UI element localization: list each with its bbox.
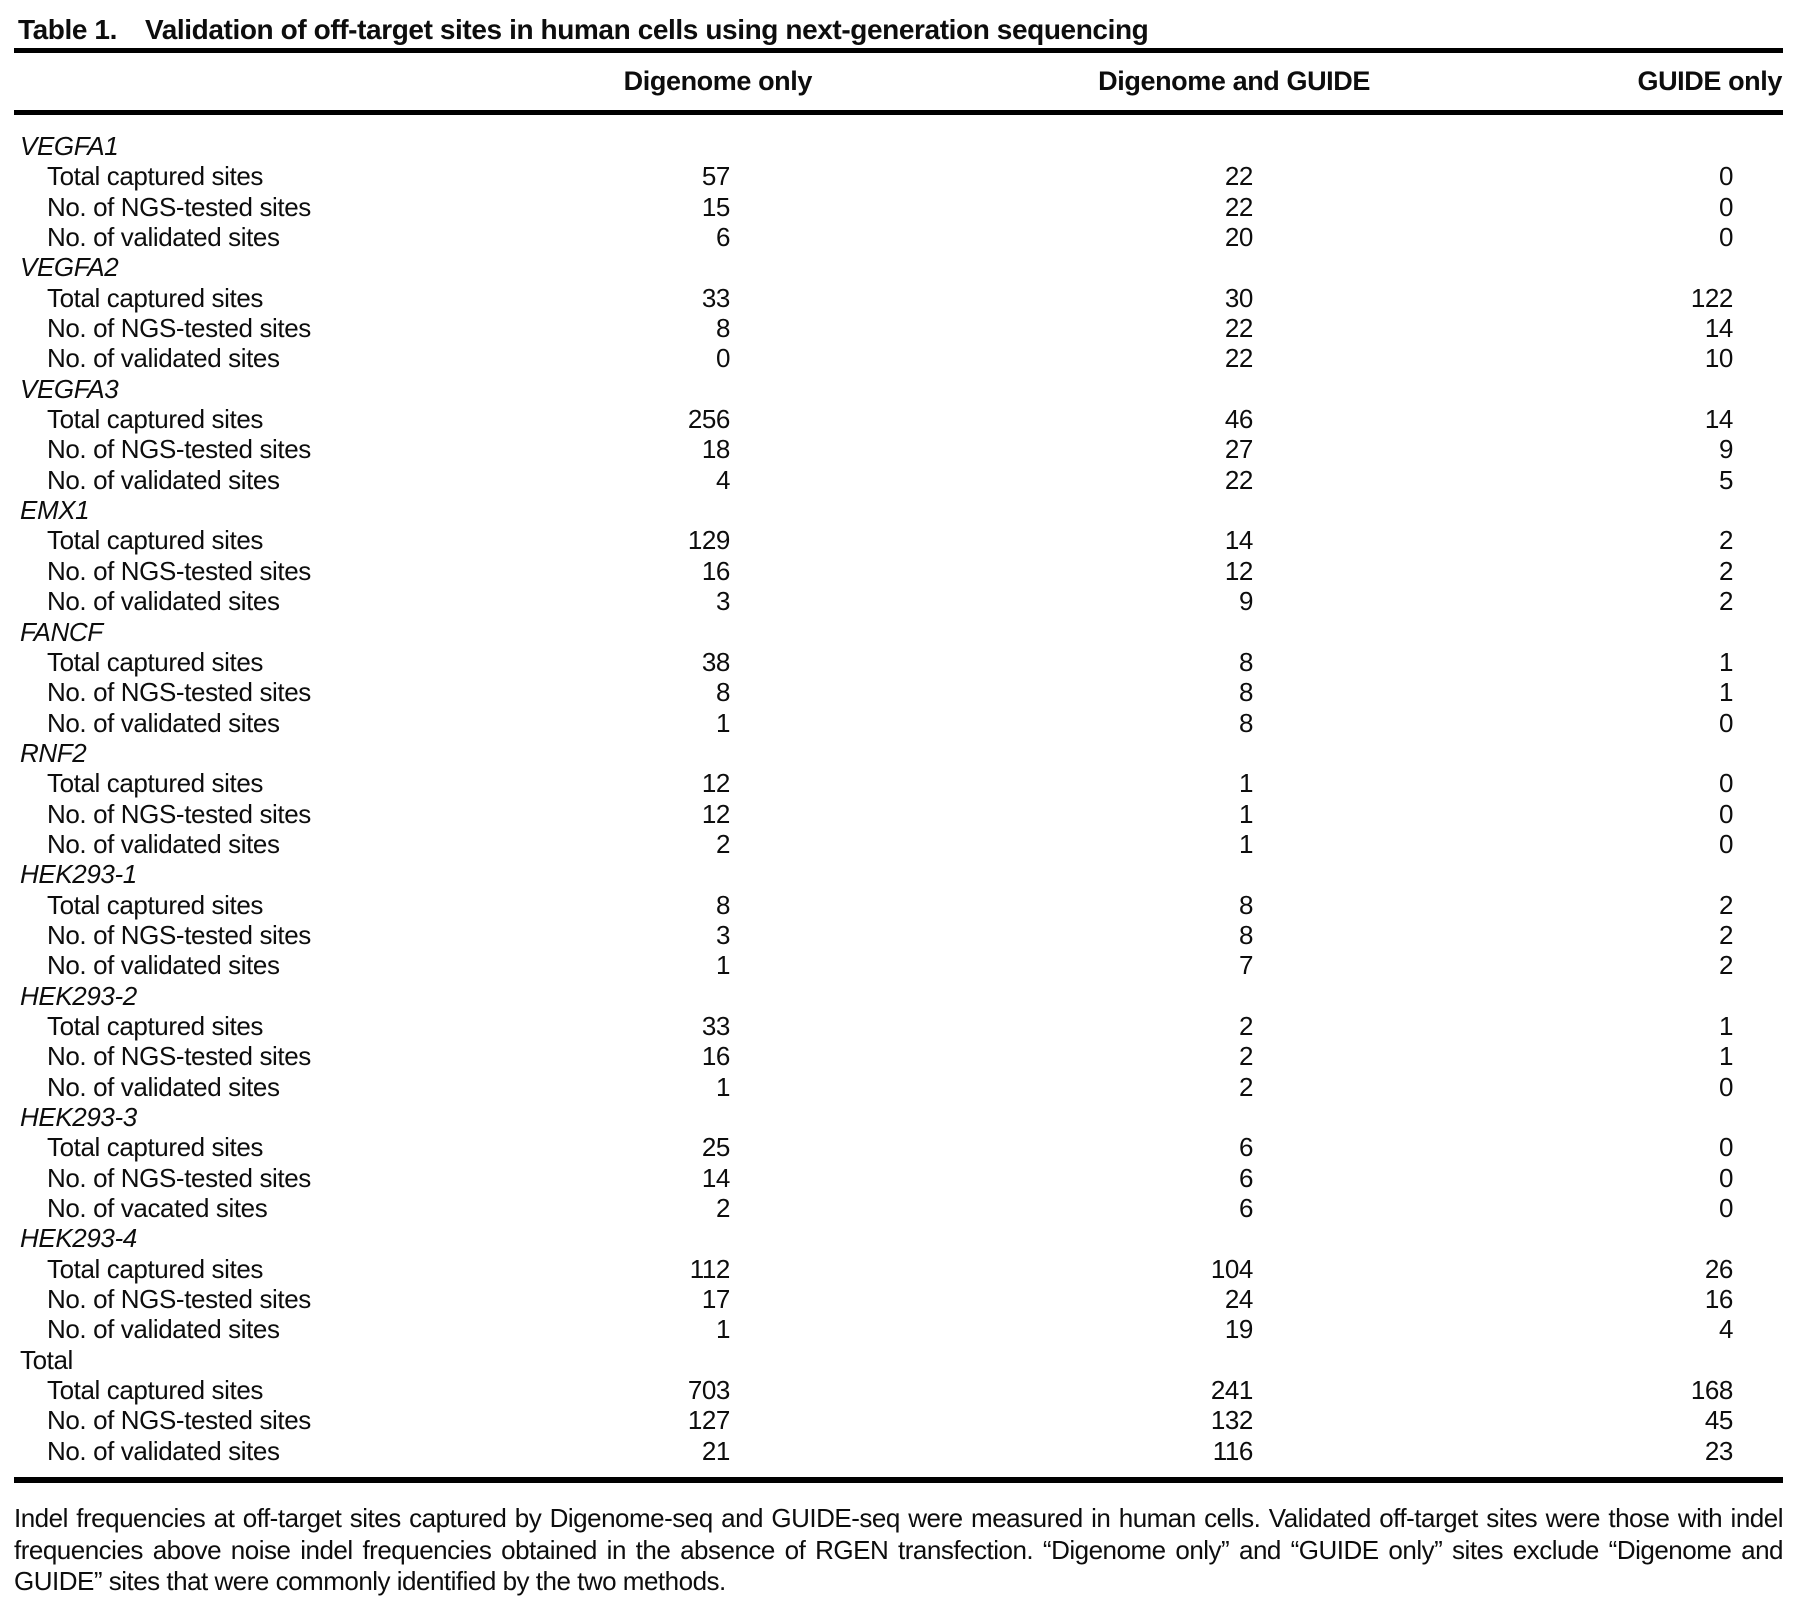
value-digenome-only: 3 (715, 586, 730, 617)
row-label: Total captured sites (47, 1375, 264, 1406)
value-digenome-and-guide: 2 (1238, 1010, 1253, 1041)
table-footnote: Indel frequencies at off-target sites captured by Digenome-seq and GUIDE-seq were measured in human cells. Validated off-target sites were those with indel frequencies above noise indel frequencies obtained in the absence of RGEN transfection. “Digenome only” and “GUIDE only” sites exclude “Digenome and GUIDE” sites that were commonly identified by the two methods. (14, 1503, 1783, 1596)
value-digenome-and-guide: 14 (1224, 525, 1253, 556)
value-guide-only: 0 (1718, 1193, 1733, 1224)
table-row (14, 404, 1783, 434)
row-label: Total captured sites (47, 1253, 264, 1284)
table-row (14, 1284, 1783, 1314)
value-digenome-only: 4 (715, 464, 730, 495)
row-label: No. of validated sites (47, 586, 280, 617)
value-digenome-only: 1 (715, 707, 730, 738)
data-table (14, 48, 1783, 1483)
row-label: No. of validated sites (47, 828, 280, 859)
section-row (14, 1102, 1783, 1132)
value-digenome-only: 17 (701, 1284, 730, 1315)
table-row (14, 192, 1783, 222)
section-name: HEK293-3 (20, 1102, 137, 1132)
row-label: Total captured sites (47, 525, 264, 556)
value-digenome-only: 2 (715, 828, 730, 859)
row-label: No. of validated sites (47, 1435, 280, 1466)
section-row (14, 1223, 1783, 1253)
row-label: No. of NGS-tested sites (47, 1162, 311, 1193)
row-label: Total captured sites (47, 1132, 264, 1163)
section-row (14, 495, 1783, 525)
row-label: No. of validated sites (47, 222, 280, 253)
table-row (14, 525, 1783, 555)
value-digenome-only: 2 (715, 1193, 730, 1224)
table-row (14, 556, 1783, 586)
section-row (14, 131, 1783, 161)
value-guide-only: 2 (1718, 950, 1733, 981)
value-digenome-and-guide: 22 (1224, 343, 1253, 374)
row-label: Total captured sites (47, 161, 264, 192)
table-row (14, 1011, 1783, 1041)
table-title (18, 14, 1148, 46)
value-digenome-and-guide: 27 (1224, 434, 1253, 465)
header-digenome-and-guide: Digenome and GUIDE (1098, 66, 1370, 96)
section-name: RNF2 (20, 737, 87, 768)
table-row (14, 313, 1783, 343)
value-digenome-only: 12 (701, 768, 730, 799)
value-digenome-and-guide: 116 (1212, 1435, 1253, 1466)
section-row (14, 859, 1783, 889)
value-digenome-only: 703 (687, 1375, 730, 1406)
value-digenome-and-guide: 6 (1238, 1132, 1253, 1163)
section-name: HEK293-2 (20, 980, 137, 1011)
value-digenome-only: 256 (687, 404, 730, 435)
value-guide-only: 26 (1704, 1253, 1733, 1284)
section-row (14, 617, 1783, 647)
section-name: Total (20, 1344, 73, 1375)
value-digenome-only: 25 (701, 1132, 730, 1163)
table-row (14, 708, 1783, 738)
value-digenome-only: 112 (689, 1253, 730, 1284)
value-guide-only: 0 (1718, 161, 1733, 192)
section-name: HEK293-1 (20, 859, 137, 890)
value-digenome-and-guide: 6 (1238, 1193, 1253, 1224)
value-guide-only: 0 (1718, 191, 1733, 222)
value-digenome-and-guide: 1 (1238, 798, 1253, 829)
value-digenome-only: 129 (687, 525, 730, 556)
row-label: Total captured sites (47, 282, 264, 313)
value-guide-only: 9 (1718, 434, 1733, 465)
value-digenome-only: 16 (701, 1041, 730, 1072)
value-guide-only: 45 (1704, 1405, 1733, 1436)
value-digenome-and-guide: 1 (1238, 828, 1253, 859)
table-row (14, 1314, 1783, 1344)
value-guide-only: 0 (1718, 707, 1733, 738)
value-digenome-and-guide: 19 (1224, 1314, 1253, 1345)
row-label: No. of NGS-tested sites (47, 798, 311, 829)
value-digenome-only: 57 (701, 161, 730, 192)
row-label: No. of NGS-tested sites (47, 919, 311, 950)
value-guide-only: 2 (1718, 555, 1733, 586)
section-row (14, 981, 1783, 1011)
value-guide-only: 0 (1718, 1132, 1733, 1163)
value-digenome-and-guide: 8 (1238, 646, 1253, 677)
table-row (14, 829, 1783, 859)
table-row (14, 1375, 1783, 1405)
table-row (14, 890, 1783, 920)
section-name: VEGFA1 (20, 131, 119, 161)
table-row (14, 343, 1783, 373)
value-digenome-only: 33 (701, 1010, 730, 1041)
value-digenome-and-guide: 30 (1224, 282, 1253, 313)
table-row (14, 1405, 1783, 1435)
table-row (14, 465, 1783, 495)
section-name: VEGFA3 (20, 373, 119, 404)
value-guide-only: 4 (1718, 1314, 1733, 1345)
value-digenome-and-guide: 22 (1224, 161, 1253, 192)
row-label: No. of NGS-tested sites (47, 677, 311, 708)
table-row (14, 1436, 1783, 1466)
value-digenome-and-guide: 20 (1224, 222, 1253, 253)
row-label: Total captured sites (47, 768, 264, 799)
value-digenome-only: 1 (715, 1071, 730, 1102)
value-digenome-only: 1 (715, 1314, 730, 1345)
value-digenome-only: 38 (701, 646, 730, 677)
value-digenome-only: 8 (715, 889, 730, 920)
value-guide-only: 0 (1718, 222, 1733, 253)
row-label: No. of NGS-tested sites (47, 1041, 311, 1072)
value-digenome-only: 15 (701, 191, 730, 222)
section-name: FANCF (20, 616, 103, 647)
row-label: No. of validated sites (47, 1071, 280, 1102)
table-row (14, 1072, 1783, 1102)
value-guide-only: 1 (1718, 677, 1733, 708)
table-row (14, 647, 1783, 677)
value-digenome-and-guide: 104 (1210, 1253, 1253, 1284)
table-row (14, 950, 1783, 980)
value-digenome-and-guide: 22 (1224, 313, 1253, 344)
value-digenome-and-guide: 22 (1224, 191, 1253, 222)
value-digenome-and-guide: 46 (1224, 404, 1253, 435)
row-label: No. of NGS-tested sites (47, 555, 311, 586)
value-digenome-and-guide: 6 (1238, 1162, 1253, 1193)
value-digenome-and-guide: 8 (1238, 889, 1253, 920)
table-row (14, 768, 1783, 798)
table-row (14, 677, 1783, 707)
value-guide-only: 2 (1718, 889, 1733, 920)
value-digenome-and-guide: 8 (1238, 919, 1253, 950)
value-guide-only: 1 (1718, 646, 1733, 677)
row-label: No. of NGS-tested sites (47, 1405, 311, 1436)
value-guide-only: 168 (1690, 1375, 1733, 1406)
table-row (14, 586, 1783, 616)
value-guide-only: 16 (1704, 1284, 1733, 1315)
value-digenome-and-guide: 8 (1238, 707, 1253, 738)
value-guide-only: 0 (1718, 1162, 1733, 1193)
row-label: No. of NGS-tested sites (47, 1284, 311, 1315)
table-row (14, 799, 1783, 829)
row-label: Total captured sites (47, 889, 264, 920)
value-guide-only: 1 (1718, 1010, 1733, 1041)
row-label: No. of validated sites (47, 464, 280, 495)
table-row (14, 1254, 1783, 1284)
table-caption: Validation of off-target sites in human cells using next-generation sequencing (144, 14, 1149, 45)
section-row (14, 252, 1783, 282)
value-guide-only: 122 (1690, 282, 1733, 313)
row-label: No. of NGS-tested sites (47, 313, 311, 344)
value-guide-only: 10 (1704, 343, 1733, 374)
value-guide-only: 2 (1718, 919, 1733, 950)
value-digenome-only: 3 (715, 919, 730, 950)
row-label: No. of vacated sites (47, 1193, 268, 1224)
table-row (14, 434, 1783, 464)
value-digenome-and-guide: 241 (1210, 1375, 1253, 1406)
table-body (14, 115, 1783, 1483)
row-label: Total captured sites (47, 1010, 264, 1041)
value-digenome-only: 12 (701, 798, 730, 829)
section-row (14, 738, 1783, 768)
value-guide-only: 14 (1704, 404, 1733, 435)
value-guide-only: 0 (1718, 1071, 1733, 1102)
section-name: HEK293-4 (20, 1223, 137, 1254)
value-digenome-and-guide: 2 (1238, 1041, 1253, 1072)
row-label: No. of validated sites (47, 950, 280, 981)
value-guide-only: 2 (1718, 586, 1733, 617)
value-digenome-only: 21 (701, 1435, 730, 1466)
value-digenome-only: 0 (715, 343, 730, 374)
value-guide-only: 0 (1718, 828, 1733, 859)
table-row (14, 1041, 1783, 1071)
row-label: Total captured sites (47, 646, 264, 677)
value-digenome-and-guide: 7 (1238, 950, 1253, 981)
table-row (14, 1132, 1783, 1162)
value-guide-only: 14 (1704, 313, 1733, 344)
value-digenome-and-guide: 24 (1224, 1284, 1253, 1315)
value-guide-only: 0 (1718, 798, 1733, 829)
value-digenome-only: 33 (701, 282, 730, 313)
section-row (14, 374, 1783, 404)
value-digenome-and-guide: 132 (1210, 1405, 1253, 1436)
table-number-label: Table 1. (18, 14, 117, 45)
header-digenome-only: Digenome only (623, 66, 812, 96)
table-row (14, 920, 1783, 950)
row-label: No. of validated sites (47, 343, 280, 374)
row-label: No. of NGS-tested sites (47, 434, 311, 465)
row-label: No. of NGS-tested sites (47, 191, 311, 222)
value-digenome-only: 14 (701, 1162, 730, 1193)
table-row (14, 161, 1783, 191)
value-digenome-only: 6 (715, 222, 730, 253)
value-digenome-and-guide: 12 (1224, 555, 1253, 586)
value-digenome-and-guide: 1 (1238, 768, 1253, 799)
section-name: EMX1 (20, 495, 90, 526)
value-digenome-and-guide: 22 (1224, 464, 1253, 495)
table-row (14, 222, 1783, 252)
value-guide-only: 5 (1718, 464, 1733, 495)
value-digenome-only: 8 (715, 677, 730, 708)
row-label: No. of validated sites (47, 1314, 280, 1345)
value-guide-only: 1 (1718, 1041, 1733, 1072)
value-digenome-only: 127 (687, 1405, 730, 1436)
table-row (14, 283, 1783, 313)
section-name: VEGFA2 (20, 252, 119, 283)
value-digenome-and-guide: 8 (1238, 677, 1253, 708)
value-digenome-and-guide: 9 (1238, 586, 1253, 617)
value-digenome-only: 16 (701, 555, 730, 586)
section-row (14, 1345, 1783, 1375)
value-guide-only: 0 (1718, 768, 1733, 799)
table-header-row (14, 53, 1783, 115)
value-digenome-only: 18 (701, 434, 730, 465)
value-guide-only: 23 (1704, 1435, 1733, 1466)
value-guide-only: 2 (1718, 525, 1733, 556)
table-row (14, 1163, 1783, 1193)
value-digenome-only: 8 (715, 313, 730, 344)
value-digenome-only: 1 (715, 950, 730, 981)
row-label: Total captured sites (47, 404, 264, 435)
header-guide-only: GUIDE only (1637, 66, 1782, 96)
value-digenome-and-guide: 2 (1238, 1071, 1253, 1102)
row-label: No. of validated sites (47, 707, 280, 738)
table-row (14, 1193, 1783, 1223)
